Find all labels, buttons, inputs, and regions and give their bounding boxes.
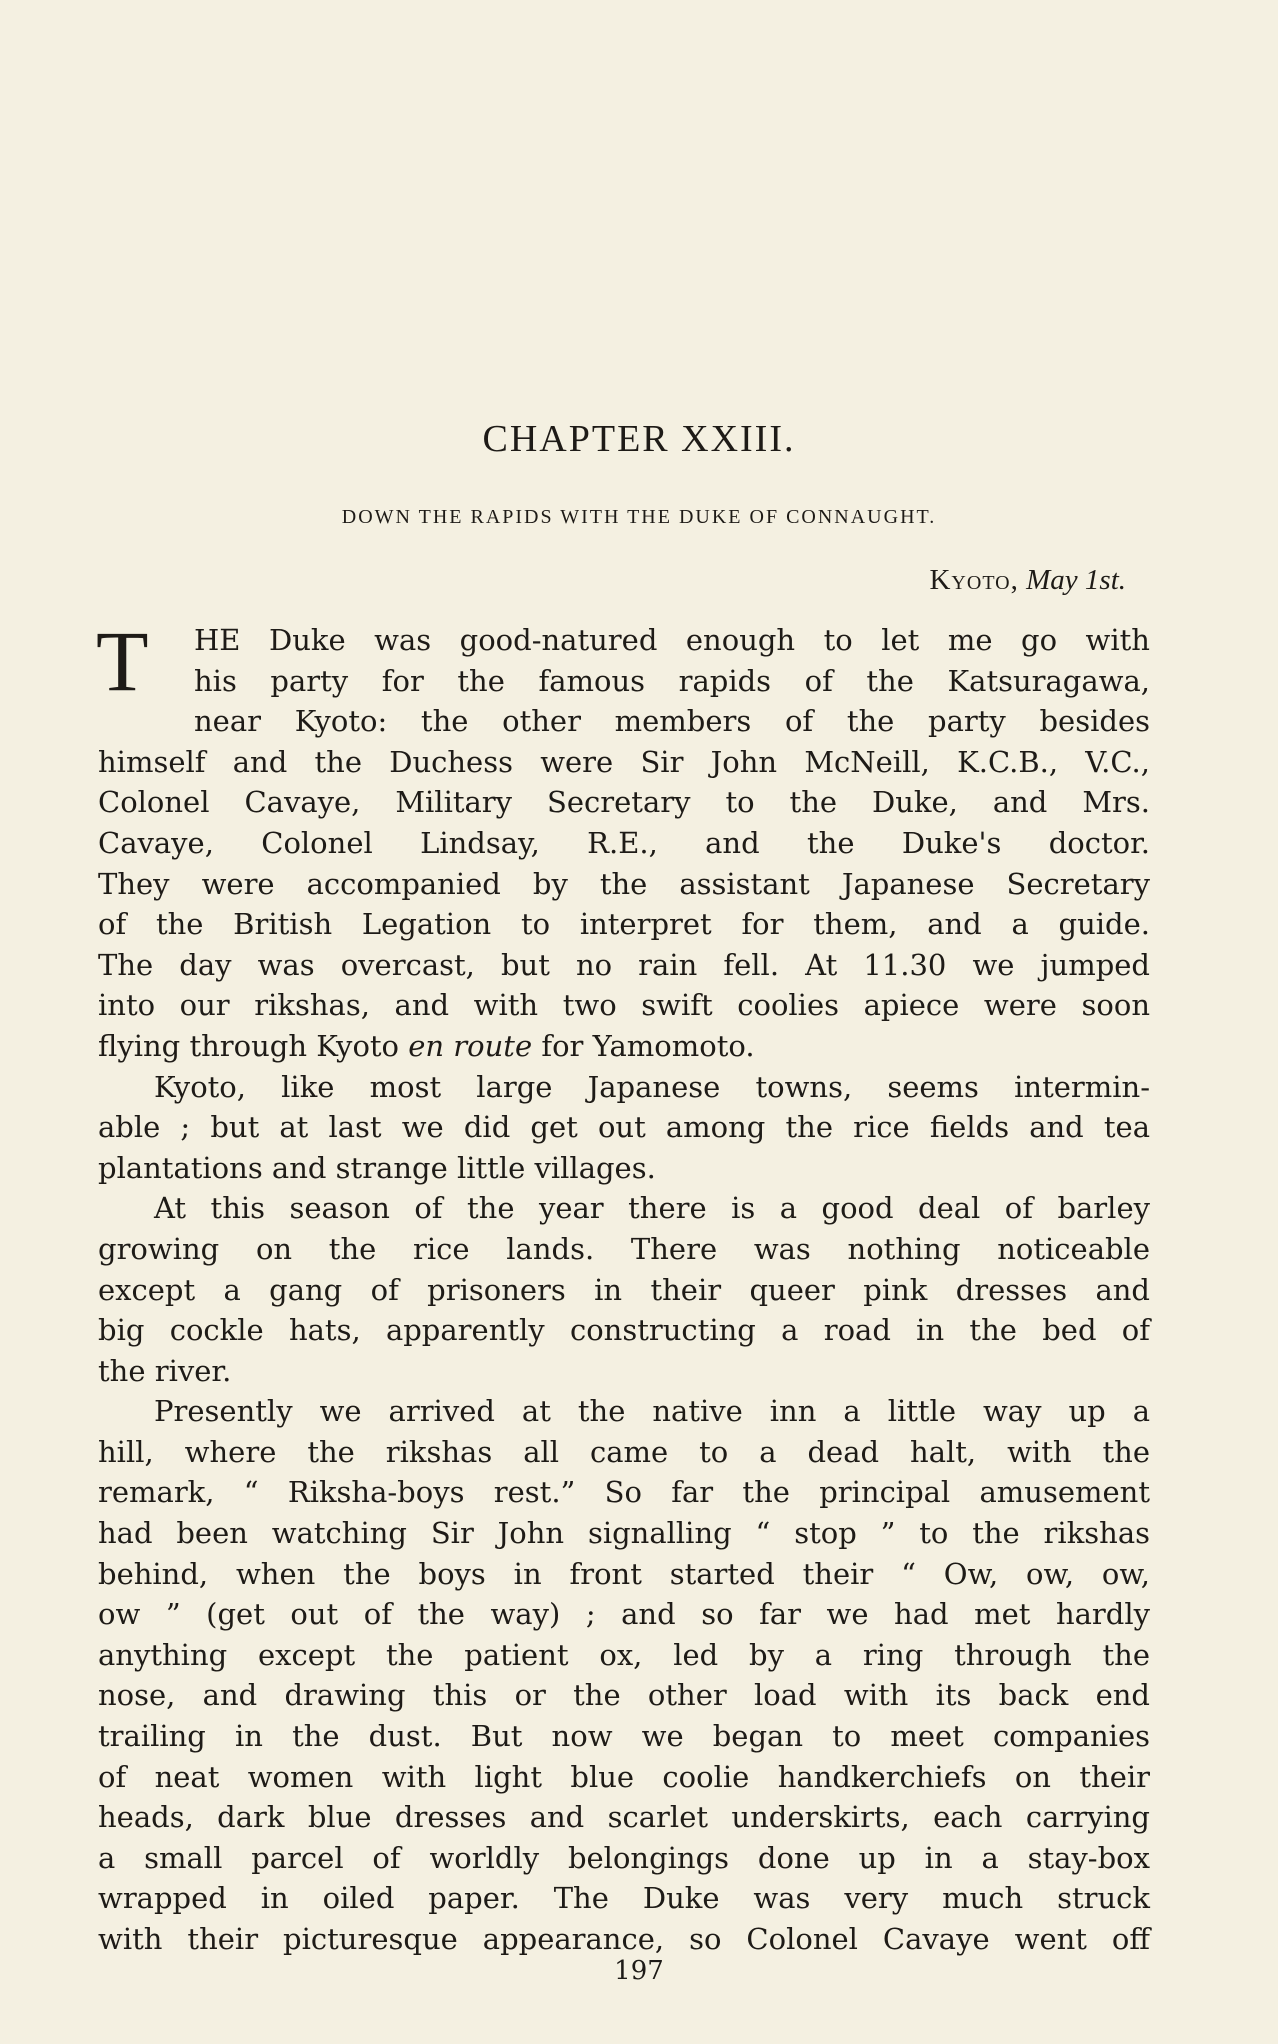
body-text bbox=[96, 613, 1150, 1960]
text-line: had been watching Sir John signalling “ stop ” to the rikshas bbox=[98, 1516, 1150, 1551]
text-line: of the British Legation to interpret for them, and a guide. bbox=[98, 907, 1150, 942]
italic-phrase: en route bbox=[408, 1028, 533, 1063]
text-line bbox=[98, 1026, 1150, 1067]
text-line: plantations and strange little villages. bbox=[98, 1150, 656, 1185]
text-line: nose, and drawing this or the other load with its back end bbox=[98, 1678, 1150, 1713]
text-line: Cavaye, Colonel Lindsay, R.E., and the Duke's doctor. bbox=[98, 825, 1150, 860]
dateline bbox=[929, 560, 1126, 600]
text-line: into our rikshas, and with two swift coolies apiece were soon bbox=[98, 988, 1150, 1023]
chapter-title: CHAPTER XXIII. bbox=[482, 418, 796, 460]
text-line: growing on the rice lands. There was nothing noticeable bbox=[98, 1231, 1150, 1266]
text-line: behind, when the boys in front started their “ Ow, ow, ow, bbox=[98, 1556, 1150, 1591]
page-number: 197 bbox=[614, 1956, 664, 1986]
text-line: At this season of the year there is a good deal of barley bbox=[154, 1191, 1150, 1226]
text-line: They were accompanied by the assistant Japanese Secretary bbox=[98, 866, 1150, 901]
text-line: The day was overcast, but no rain fell. At 11.30 we jumped bbox=[98, 947, 1150, 982]
text-line: Presently we arrived at the native inn a little way up a bbox=[154, 1394, 1150, 1429]
dateline-date: May 1st. bbox=[1026, 564, 1126, 596]
text-line: anything except the patient ox, led by a ring through the bbox=[98, 1637, 1150, 1672]
drop-cap: T bbox=[96, 613, 149, 709]
text-line: near Kyoto: the other members of the party besides bbox=[194, 704, 1150, 739]
text-line: heads, dark blue dresses and scarlet underskirts, each carrying bbox=[98, 1800, 1150, 1835]
text-line: Colonel Cavaye, Military Secretary to the Duke, and Mrs. bbox=[98, 785, 1150, 820]
text-line: his party for the famous rapids of the Katsuragawa, bbox=[194, 663, 1150, 698]
text-line: HE Duke was good-natured enough to let me go with bbox=[194, 623, 1150, 657]
text-line: remark, “ Riksha-boys rest.” So far the principal amusement bbox=[98, 1475, 1150, 1510]
text-line: except a gang of prisoners in their queer pink dresses and bbox=[98, 1272, 1150, 1307]
text-line: a small parcel of worldly belongings done up in a stay-box bbox=[98, 1840, 1150, 1875]
dateline-place: Kyoto, bbox=[929, 564, 1019, 596]
text-fragment: for Yamomoto. bbox=[541, 1028, 755, 1063]
text-line: Kyoto, like most large Japanese towns, seems intermin- bbox=[154, 1069, 1150, 1104]
text-line: wrapped in oiled paper. The Duke was very much struck bbox=[98, 1881, 1150, 1916]
text-line: trailing in the dust. But now we began to meet companies bbox=[98, 1719, 1150, 1754]
text-line: of neat women with light blue coolie handkerchiefs on their bbox=[98, 1759, 1150, 1794]
chapter-subtitle: DOWN THE RAPIDS WITH THE DUKE OF CONNAUGHT. bbox=[341, 506, 937, 528]
text-line: big cockle hats, apparently constructing a road in the bed of bbox=[98, 1313, 1150, 1348]
text-fragment: flying through Kyoto bbox=[98, 1028, 400, 1063]
text-line: able ; but at last we did get out among the rice fields and tea bbox=[98, 1110, 1150, 1145]
text-line: hill, where the rikshas all came to a dead halt, with the bbox=[98, 1434, 1150, 1469]
text-line: ow ” (get out of the way) ; and so far we had met hardly bbox=[98, 1597, 1150, 1632]
text-line: with their picturesque appearance, so Colonel Cavaye went off bbox=[98, 1922, 1150, 1956]
text-line: the river. bbox=[98, 1353, 232, 1388]
text-line: himself and the Duchess were Sir John McNeill, K.C.B., V.C., bbox=[98, 744, 1150, 779]
